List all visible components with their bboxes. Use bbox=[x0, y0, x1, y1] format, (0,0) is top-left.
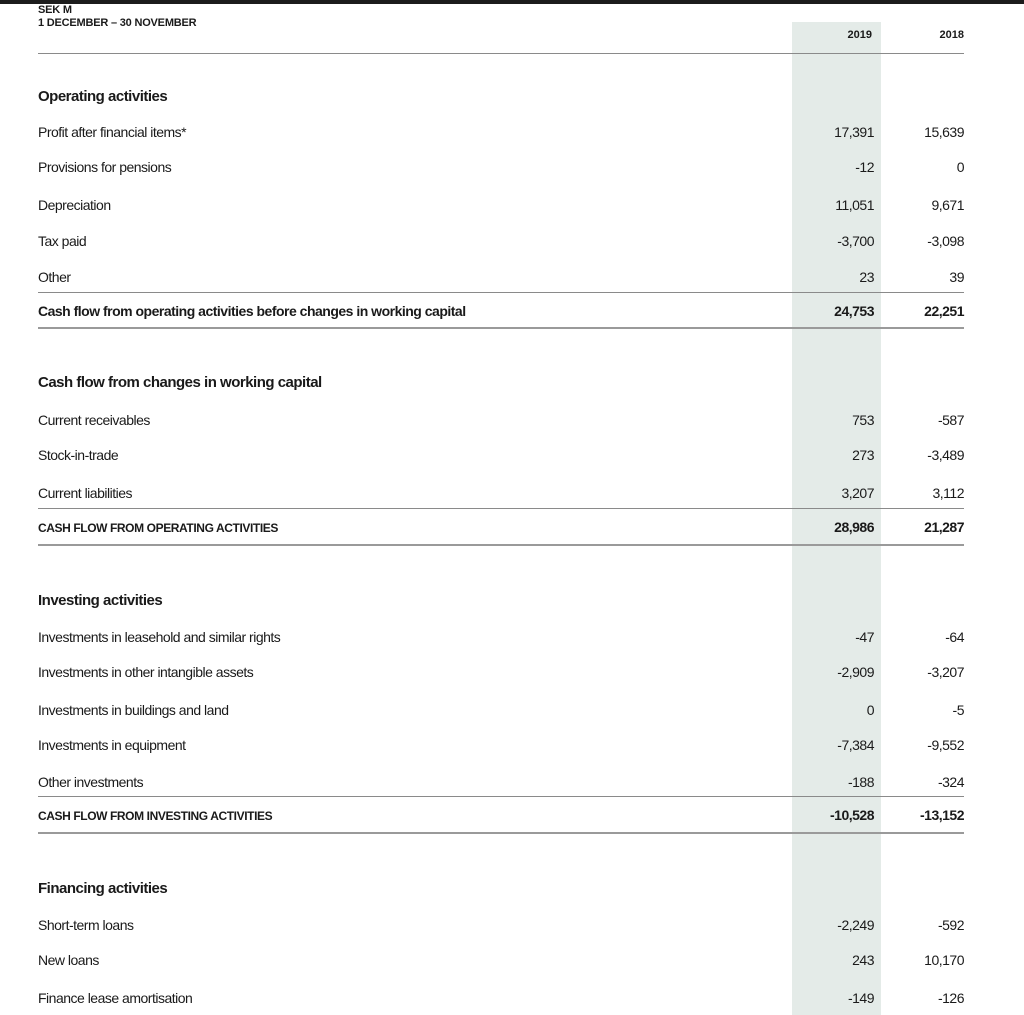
row-label: CASH FLOW FROM INVESTING ACTIVITIES bbox=[38, 809, 273, 823]
row-label: Provisions for pensions bbox=[38, 159, 172, 175]
table-row bbox=[38, 155, 964, 179]
value-2018: 39 bbox=[949, 269, 964, 285]
value-2019: -12 bbox=[855, 159, 874, 175]
row-label: Investments in buildings and land bbox=[38, 702, 229, 718]
value-2018: -3,489 bbox=[927, 447, 964, 463]
period-label: 1 DECEMBER – 30 NOVEMBER bbox=[38, 17, 197, 29]
row-label: Cash flow from operating activities before changes in working capital bbox=[38, 303, 466, 319]
value-2018: -13,152 bbox=[920, 807, 964, 823]
column-header-2018: 2018 bbox=[939, 29, 964, 41]
table-row bbox=[38, 265, 964, 289]
value-2019: -2,909 bbox=[837, 664, 874, 680]
value-2018: -9,552 bbox=[927, 737, 964, 753]
row-label: New loans bbox=[38, 952, 99, 968]
table-row bbox=[38, 443, 964, 467]
table-row bbox=[38, 229, 964, 253]
table-row-total bbox=[38, 515, 964, 539]
section-title-working-capital: Cash flow from changes in working capital bbox=[38, 374, 322, 391]
subtotal-rule bbox=[38, 796, 964, 797]
section-title-investing: Investing activities bbox=[38, 592, 163, 609]
column-header-2019: 2019 bbox=[847, 29, 872, 41]
row-label: Finance lease amortisation bbox=[38, 990, 193, 1006]
row-label: Profit after financial items* bbox=[38, 124, 187, 140]
value-2018: -592 bbox=[937, 917, 964, 933]
row-label: Investments in leasehold and similar rights bbox=[38, 629, 281, 645]
total-rule bbox=[38, 832, 964, 834]
table-row bbox=[38, 948, 964, 972]
row-label: Current liabilities bbox=[38, 485, 132, 501]
value-2019: -7,384 bbox=[837, 737, 874, 753]
value-2019: -2,249 bbox=[837, 917, 874, 933]
value-2018: -587 bbox=[937, 412, 964, 428]
section-title-operating: Operating activities bbox=[38, 88, 168, 105]
value-2018: -3,207 bbox=[927, 664, 964, 680]
value-2018: -126 bbox=[937, 990, 964, 1006]
value-2019: 17,391 bbox=[834, 124, 874, 140]
row-label: Tax paid bbox=[38, 233, 87, 249]
table-row-total bbox=[38, 299, 964, 323]
value-2019: 243 bbox=[852, 952, 874, 968]
value-2019: 0 bbox=[866, 702, 874, 718]
total-rule bbox=[38, 327, 964, 329]
table-row bbox=[38, 913, 964, 937]
value-2019: 753 bbox=[852, 412, 874, 428]
value-2018: 10,170 bbox=[924, 952, 964, 968]
table-row bbox=[38, 698, 964, 722]
table-header bbox=[38, 4, 196, 29]
value-2019: 24,753 bbox=[834, 303, 874, 319]
table-row bbox=[38, 733, 964, 757]
table-row bbox=[38, 986, 964, 1010]
row-label: Current receivables bbox=[38, 412, 150, 428]
value-2019: -149 bbox=[847, 990, 874, 1006]
value-2018: 0 bbox=[956, 159, 964, 175]
table-row bbox=[38, 408, 964, 432]
value-2018: 3,112 bbox=[932, 485, 964, 501]
table-row bbox=[38, 120, 964, 144]
row-label: Stock-in-trade bbox=[38, 447, 119, 463]
value-2019: 23 bbox=[859, 269, 874, 285]
value-2018: 21,287 bbox=[924, 519, 964, 535]
row-label: Investments in equipment bbox=[38, 737, 186, 753]
value-2018: -5 bbox=[952, 702, 964, 718]
row-label: Investments in other intangible assets bbox=[38, 664, 254, 680]
total-rule bbox=[38, 544, 964, 546]
value-2019: -10,528 bbox=[830, 807, 874, 823]
subtotal-rule bbox=[38, 292, 964, 293]
value-2019: -188 bbox=[847, 774, 874, 790]
value-2019: 3,207 bbox=[841, 485, 874, 501]
value-2019: -47 bbox=[855, 629, 874, 645]
table-row bbox=[38, 770, 964, 794]
subtotal-rule bbox=[38, 508, 964, 509]
value-2019: 28,986 bbox=[834, 519, 874, 535]
row-label: Depreciation bbox=[38, 197, 111, 213]
value-2019: -3,700 bbox=[837, 233, 874, 249]
value-2018: 9,671 bbox=[931, 197, 964, 213]
header-rule bbox=[38, 53, 964, 54]
row-label: CASH FLOW FROM OPERATING ACTIVITIES bbox=[38, 521, 278, 535]
value-2018: 15,639 bbox=[924, 124, 964, 140]
row-label: Other bbox=[38, 269, 71, 285]
value-2018: -324 bbox=[937, 774, 964, 790]
value-2019: 273 bbox=[852, 447, 874, 463]
table-row bbox=[38, 625, 964, 649]
table-row bbox=[38, 481, 964, 505]
table-row bbox=[38, 193, 964, 217]
table-row bbox=[38, 660, 964, 684]
value-2018: 22,251 bbox=[924, 303, 964, 319]
currency-label: SEK M bbox=[38, 4, 72, 16]
section-title-financing: Financing activities bbox=[38, 880, 168, 897]
table-row-total bbox=[38, 803, 964, 827]
row-label: Other investments bbox=[38, 774, 144, 790]
value-2019: 11,051 bbox=[835, 197, 874, 213]
value-2018: -3,098 bbox=[927, 233, 964, 249]
value-2018: -64 bbox=[945, 629, 964, 645]
row-label: Short-term loans bbox=[38, 917, 134, 933]
